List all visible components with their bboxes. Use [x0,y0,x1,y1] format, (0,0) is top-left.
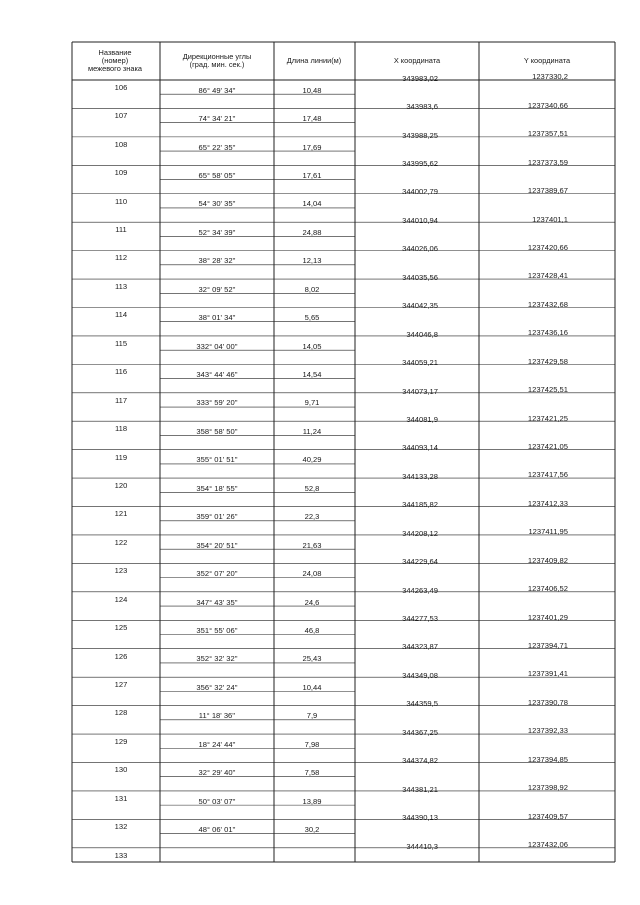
point-number: 109 [114,168,128,178]
header-name [72,49,158,73]
point-number: 129 [114,736,128,746]
line-length: 8,02 [304,284,320,294]
header-angle-line1: Дирекционные углы [182,52,252,61]
directional-angle: 347° 43' 35'' [196,597,238,607]
point-number: 120 [114,480,128,490]
point-number: 128 [114,708,128,718]
x-coordinate: 344185,82 [402,500,438,510]
directional-angle: 351° 55' 06'' [196,625,238,635]
y-coordinate: 1237432,06 [527,840,568,850]
x-coordinate: 343995,62 [402,159,438,169]
y-coordinate: 1237394,71 [527,641,568,651]
directional-angle: 359° 01' 26'' [196,512,238,522]
x-coordinate: 344374,82 [402,756,438,766]
x-coordinate: 343983,02 [402,73,438,83]
y-coordinate: 1237420,66 [527,242,568,252]
x-coordinate: 344002,79 [402,187,438,197]
directional-angle: 332° 04' 00'' [196,341,238,351]
line-length: 10,48 [302,85,322,95]
point-number: 122 [114,537,128,547]
y-coordinate: 1237390,78 [527,697,568,707]
x-coordinate: 344277,53 [402,614,438,624]
y-coordinate: 1237409,57 [527,811,568,821]
directional-angle: 50° 03' 07'' [198,796,236,806]
line-length: 22,3 [304,512,320,522]
directional-angle: 32° 09' 52'' [198,284,236,294]
line-length: 9,71 [304,398,320,408]
x-coordinate: 344208,12 [402,528,438,538]
point-number: 125 [114,623,128,633]
line-length: 24,08 [302,569,322,579]
directional-angle: 358° 58' 50'' [196,426,238,436]
y-coordinate: 1237429,58 [527,356,568,366]
header-name-line2: (номер) [101,56,129,65]
line-length: 13,89 [302,796,322,806]
line-length: 21,63 [302,540,322,550]
x-coordinate: 344229,64 [402,557,438,567]
x-coordinate: 344263,49 [402,585,438,595]
x-coordinate: 344349,08 [402,670,438,680]
x-coordinate: 344081,9 [406,414,438,424]
y-coordinate: 1237436,16 [527,328,568,338]
x-coordinate: 344367,25 [402,727,438,737]
x-coordinate: 344073,17 [402,386,438,396]
directional-angle: 32° 29' 40'' [198,768,236,778]
point-number: 108 [114,139,128,149]
point-number: 121 [114,509,128,519]
header-angle [160,53,274,69]
x-coordinate: 344359,5 [406,699,438,709]
point-number: 106 [114,82,128,92]
x-coordinate: 344042,35 [402,301,438,311]
y-coordinate: 1237417,56 [527,470,568,480]
point-number: 114 [114,310,128,320]
y-coordinate: 1237411,95 [528,527,568,537]
y-coordinate: 1237330,2 [532,72,568,82]
y-coordinate: 1237421,25 [527,413,568,423]
x-coordinate: 343983,6 [406,102,438,112]
y-coordinate: 1237432,68 [527,299,568,309]
y-coordinate: 1237357,51 [527,129,568,139]
line-length: 11,24 [302,426,322,436]
line-length: 24,88 [302,227,322,237]
point-number: 123 [114,566,128,576]
point-number: 112 [114,253,128,263]
x-coordinate: 344010,94 [402,215,438,225]
directional-angle: 354° 20' 51'' [196,540,238,550]
directional-angle: 74° 34' 21'' [198,114,236,124]
x-coordinate: 344323,87 [402,642,438,652]
point-number: 113 [114,281,128,291]
directional-angle: 65° 58' 05'' [198,170,236,180]
directional-angle: 38° 01' 34'' [198,313,236,323]
y-coordinate: 1237391,41 [527,669,568,679]
line-length: 25,43 [302,654,322,664]
directional-angle: 354° 18' 55'' [196,483,238,493]
y-coordinate: 1237412,33 [527,498,568,508]
y-coordinate: 1237428,41 [527,271,568,281]
directional-angle: 343° 44' 46'' [196,370,238,380]
point-number: 117 [114,395,128,405]
directional-angle: 356° 32' 24'' [196,682,238,692]
directional-angle: 48° 06' 01'' [198,825,236,835]
directional-angle: 355° 01' 51'' [196,455,238,465]
directional-angle: 65° 22' 35'' [198,142,236,152]
line-length: 5,65 [304,313,320,323]
y-coordinate: 1237425,51 [527,385,568,395]
point-number: 115 [114,338,128,348]
x-coordinate: 344035,56 [402,272,438,282]
point-number: 119 [114,452,128,462]
line-length: 7,58 [304,768,320,778]
line-length: 17,69 [302,142,322,152]
directional-angle: 52° 34' 39'' [198,227,236,237]
directional-angle: 38° 28' 32'' [198,256,236,266]
x-coordinate: 344390,13 [402,813,438,823]
point-number: 124 [114,594,128,604]
y-coordinate: 1237373,59 [527,157,568,167]
point-number: 131 [114,793,128,803]
x-coordinate: 344133,28 [402,471,438,481]
header-x: X координата [393,56,441,65]
y-coordinate: 1237409,82 [527,555,568,565]
line-length: 12,13 [302,256,322,266]
directional-angle: 18° 24' 44'' [198,739,236,749]
directional-angle: 86° 49' 34'' [198,85,236,95]
point-number: 111 [115,225,127,235]
x-coordinate: 344046,8 [406,329,438,339]
y-coordinate: 1237421,05 [527,441,568,451]
point-number: 116 [114,367,128,377]
line-length: 40,29 [302,455,322,465]
point-number: 118 [114,424,128,434]
x-coordinate: 344059,21 [402,358,438,368]
line-length: 17,61 [302,170,322,180]
x-coordinate: 344093,14 [402,443,438,453]
y-coordinate: 1237394,85 [527,754,568,764]
point-number: 127 [114,680,128,689]
x-coordinate: 344381,21 [402,784,438,794]
point-number: 126 [114,651,128,661]
line-length: 46,8 [304,625,320,635]
line-length: 52,8 [304,483,320,493]
line-length: 14,54 [302,370,322,380]
point-number: 133 [114,850,128,860]
x-coordinate: 344026,06 [402,244,438,254]
line-length: 7,9 [306,711,318,721]
x-coordinate: 344410,3 [406,841,438,851]
point-number: 132 [114,822,128,832]
line-length: 24,6 [304,597,320,607]
y-coordinate: 1237398,92 [527,783,568,793]
line-length: 7,98 [304,739,320,749]
header-name-line1: Название [98,48,132,57]
point-number: 107 [114,111,128,121]
y-coordinate: 1237401,1 [532,214,568,224]
line-length: 14,04 [302,199,322,209]
directional-angle: 333° 59' 20'' [196,398,238,408]
y-coordinate: 1237406,52 [527,584,568,594]
directional-angle: 352° 07' 20'' [196,569,238,579]
y-coordinate: 1237401,29 [527,612,568,622]
header-y: Y координата [523,56,571,65]
point-number: 110 [114,196,128,206]
header-angle-line2: (град. мин. сек.) [189,60,245,69]
line-length: 10,44 [302,682,322,692]
directional-angle: 11° 18' 36'' [198,711,236,721]
x-coordinate: 343988,25 [402,130,438,140]
directional-angle: 54° 30' 35'' [198,199,236,209]
line-length: 17,48 [302,114,322,124]
directional-angle: 352° 32' 32'' [196,654,238,664]
y-coordinate: 1237392,33 [527,726,568,736]
line-length: 30,2 [304,825,320,835]
header-length: Длина линии(м) [286,56,342,65]
point-number: 130 [114,765,128,775]
y-coordinate: 1237340,66 [527,100,568,110]
line-length: 14,05 [302,341,322,351]
y-coordinate: 1237389,67 [527,186,568,196]
header-name-line3: межевого знака [88,64,142,73]
